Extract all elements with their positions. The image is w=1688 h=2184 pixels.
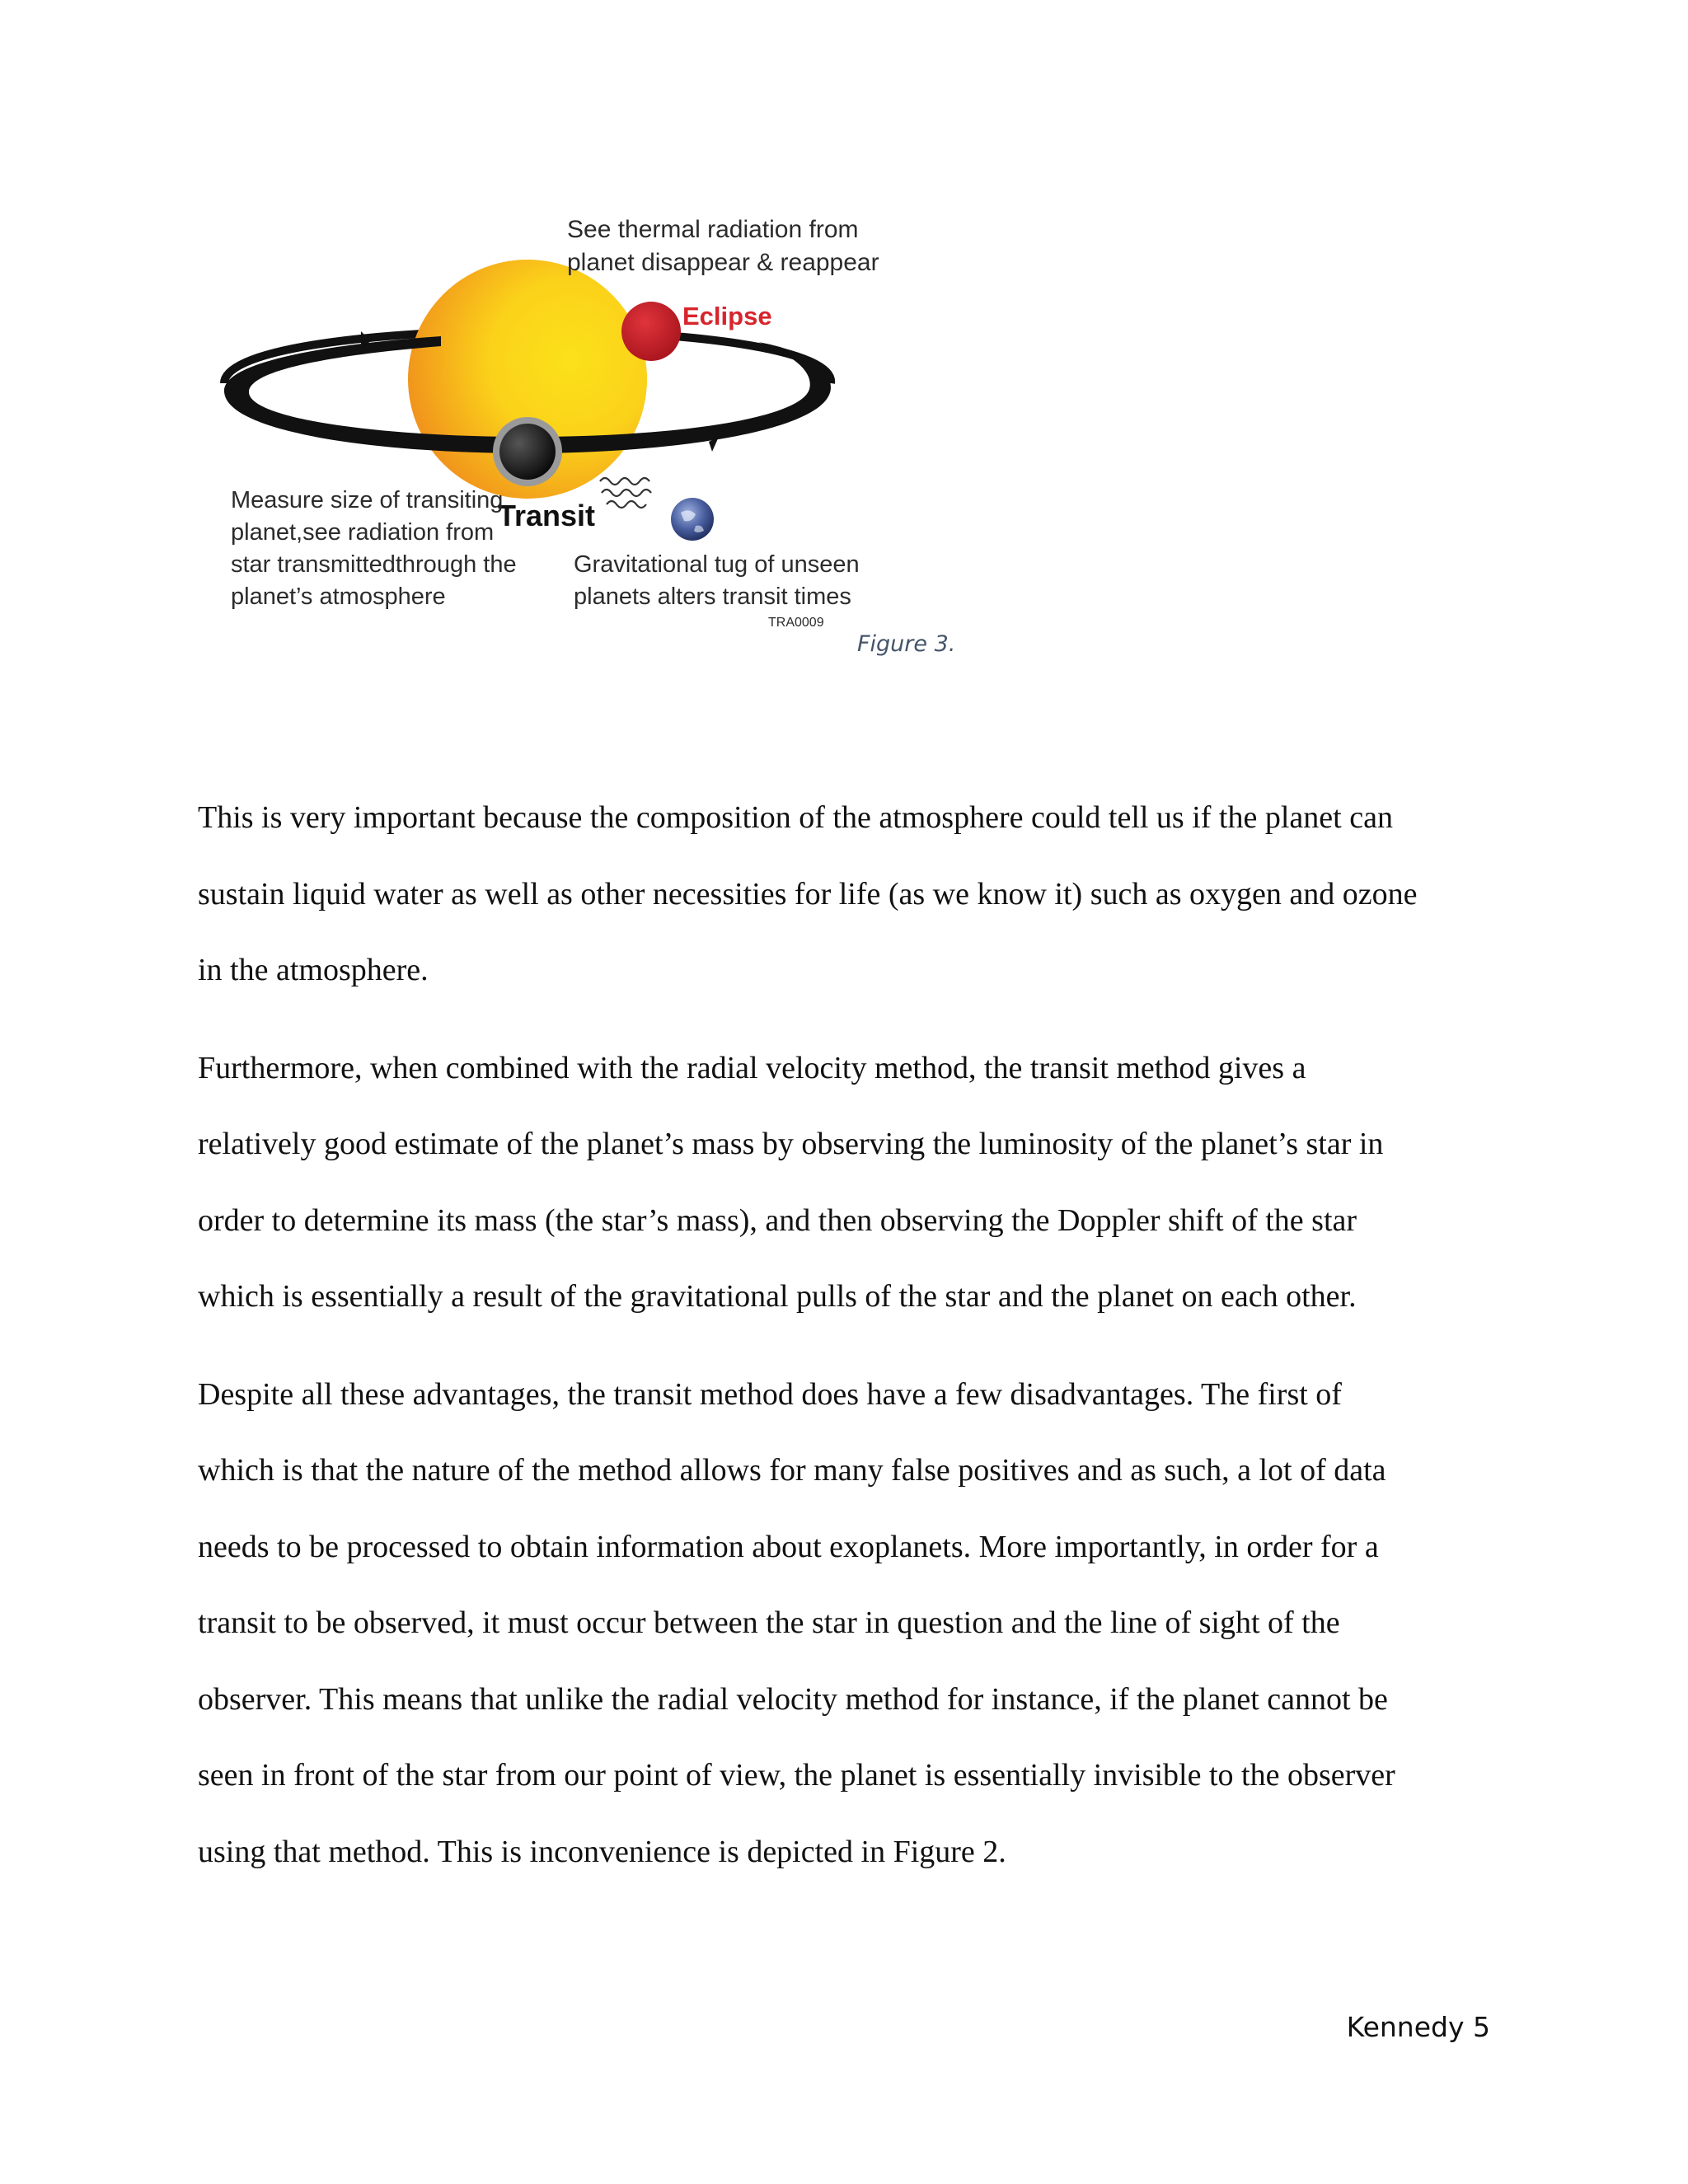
unseen-planet-earth	[671, 498, 714, 541]
text-line: Furthermore, when combined with the radial velocity method, the transit method gives a	[198, 1050, 1306, 1085]
text-line: observer. This means that unlike the radial velocity method for instance, if the planet cannot be	[198, 1681, 1388, 1717]
body-text	[198, 780, 1500, 1911]
transit-planet	[499, 424, 556, 480]
text-line: relatively good estimate of the planet’s mass by observing the luminosity of the planet’s star in	[198, 1127, 1384, 1161]
thermal-label-line2: planet disappear & reappear	[567, 249, 879, 276]
text-line: Despite all these advantages, the transit method does have a few disadvantages. The first of	[198, 1376, 1342, 1412]
figure-code: TRA0009	[768, 616, 824, 630]
text-line: using that method. This is inconvenience is depicted in Figure 2.	[198, 1834, 1006, 1869]
transit-diagram-figure	[214, 206, 956, 668]
figure-caption: Figure 3.	[857, 631, 956, 657]
text-line: order to determine its mass (the star’s mass), and then observing the Doppler shift of the star	[198, 1202, 1357, 1238]
transit-diagram	[214, 206, 956, 668]
text-line: in the atmosphere.	[198, 953, 429, 987]
paragraph	[198, 1357, 1500, 1891]
eclipse-label: Eclipse	[682, 302, 772, 330]
paragraph	[198, 1030, 1500, 1335]
thermal-label-line1: See thermal radiation from	[567, 216, 859, 243]
text-line: transit to be observed, it must occur between the star in question and the line of sight of the	[198, 1605, 1340, 1640]
text-line: which is that the nature of the method allows for many false positives and as such, a lot of data	[198, 1453, 1386, 1488]
text-line: seen in front of the star from our point of view, the planet is essentially invisible to the observer	[198, 1758, 1395, 1793]
measure-label-line1: Measure size of transiting	[231, 487, 504, 513]
text-line: This is very important because the composition of the atmosphere could tell us if the planet can	[198, 800, 1393, 835]
measure-label-line2: planet,see radiation from	[231, 519, 495, 546]
paragraph	[198, 780, 1500, 1009]
transit-label: Transit	[498, 499, 596, 532]
text-line: sustain liquid water as well as other necessities for life (as we know it) such as oxygen and ozone	[198, 876, 1418, 912]
gravity-label-line1: Gravitational tug of unseen	[574, 551, 860, 578]
text-line: which is essentially a result of the gravitational pulls of the star and the planet on each other.	[198, 1279, 1357, 1314]
text-line: needs to be processed to obtain information about exoplanets. More importantly, in order for a	[198, 1529, 1379, 1564]
page-number: Kennedy 5	[1346, 2011, 1490, 2043]
gravity-label-line2: planets alters transit times	[574, 583, 851, 610]
measure-label-line3: star transmittedthrough the	[231, 551, 517, 578]
measure-label-line4: planet’s atmosphere	[231, 583, 446, 610]
gravity-wave-lines	[600, 478, 651, 508]
